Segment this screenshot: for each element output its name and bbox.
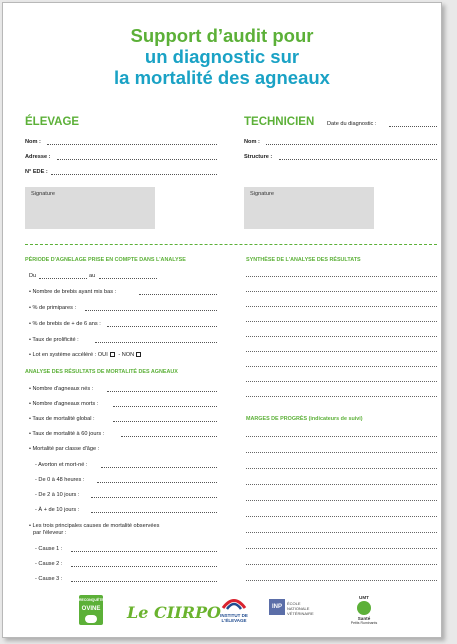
idele-mark-icon [221,595,247,611]
technicien-date-field[interactable] [389,126,437,127]
marges-line[interactable] [246,532,437,533]
technicien-structure-label: Structure : [244,154,273,160]
partner-logos [3,593,441,633]
elevage-signature-label: Signature [31,191,55,197]
periode-au-field[interactable] [99,278,157,279]
periode-du-label: Du [29,273,37,279]
synthese-title: SYNTHÈSE DE L'ANALYSE DES RÉSULTATS [246,257,361,263]
umt-sub-text: Petits Ruminants [350,621,378,625]
audit-form-page [2,2,442,638]
analyse-field-2[interactable] [113,406,217,407]
analyse-title: ANALYSE DES RÉSULTATS DE MORTALITÉ DES AGNEAUX [25,369,178,375]
analyse-item-4: • Taux de mortalité à 60 jours : [29,431,105,437]
envt-text-2: NATIONALE [287,606,310,611]
umt-text: UMT [359,595,369,600]
section-separator [25,244,437,245]
marges-line[interactable] [246,564,437,565]
causes-label-line-2: par l'éleveur : [33,530,67,536]
idele-logo-text: INSTITUT DE L'ÉLEVAGE [220,613,248,623]
analyse-field-4[interactable] [121,436,217,437]
lot-non-label: - NON [118,352,135,358]
marges-line[interactable] [246,484,437,485]
cause-field-2[interactable] [71,566,217,567]
elevage-adresse-label: Adresse : [25,154,51,160]
analyse-item-1: • Nombre d'agneaux nés : [29,386,94,392]
umt-sante-logo [347,595,381,626]
classe-item-1: - Avorton et mort-né : [35,462,88,468]
umt-emblem-icon [357,601,371,615]
elevage-adresse-field[interactable] [57,159,217,160]
marges-line[interactable] [246,452,437,453]
classe-item-4: - À + de 10 jours : [35,507,80,513]
marges-line[interactable] [246,580,437,581]
synthese-line[interactable] [246,336,437,337]
lot-accelere-row [29,352,143,358]
analyse-field-1[interactable] [107,391,217,392]
classe-field-4[interactable] [91,512,217,513]
synthese-line[interactable] [246,291,437,292]
synthese-line[interactable] [246,306,437,307]
sheep-icon [85,615,97,623]
causes-label-line-1: • Les trois principales causes de mortalité observées [29,523,160,529]
marges-line[interactable] [246,548,437,549]
marges-line[interactable] [246,436,437,437]
cause-item-2: - Cause 2 : [35,561,63,567]
envt-text-1: ÉCOLE [287,601,301,606]
marges-title: MARGES DE PROGRÈS (indicateurs de suivi) [246,416,363,422]
cause-field-1[interactable] [71,551,217,552]
elevage-heading: ÉLEVAGE [25,116,80,128]
periode-field-4[interactable] [95,342,217,343]
technicien-date-label: Date du diagnostic : [327,121,377,127]
elevage-ede-field[interactable] [51,174,217,175]
ovine-logo-text-2: OVINE [81,606,101,612]
technicien-heading: TECHNICIEN [244,116,315,128]
title-line-2: un diagnostic sur [144,46,300,67]
inp-logo: INP [269,599,285,615]
periode-item-2: • % de primipares : [29,305,77,311]
elevage-nom-label: Nom : [25,139,41,145]
ciirpo-logo: Le CIIRPO [127,603,221,622]
periode-au-label: au [89,273,96,279]
cause-field-3[interactable] [71,581,217,582]
analyse-item-2: • Nombre d'agneaux morts : [29,401,99,407]
classe-item-3: - De 2 à 10 jours : [35,492,80,498]
non-checkbox[interactable] [136,352,141,357]
periode-title: PÉRIODE D'AGNELAGE PRISE EN COMPTE DANS L'ANALYSE [25,257,186,263]
title-line-1: Support d’audit pour [130,25,314,46]
reconquete-ovine-logo [79,595,103,625]
classe-field-2[interactable] [97,482,217,483]
envt-logo-text [287,601,327,616]
periode-du-field[interactable] [39,278,87,279]
lot-oui-label: • Lot en système accéléré : OUI [29,352,108,358]
cause-item-1: - Cause 1 : [35,546,63,552]
umt-sante-text: Santé [357,616,371,621]
technicien-signature-label: Signature [250,191,274,197]
synthese-line[interactable] [246,381,437,382]
periode-item-1: • Nombre de brebis ayant mis bas : [29,289,117,295]
synthese-line[interactable] [246,351,437,352]
technicien-structure-field[interactable] [279,159,437,160]
periode-item-4: • Taux de prolificité : [29,337,79,343]
periode-item-3: • % de brebis de + de 6 ans : [29,321,101,327]
marges-line[interactable] [246,468,437,469]
synthese-line[interactable] [246,366,437,367]
classe-field-1[interactable] [101,467,217,468]
classe-field-3[interactable] [91,497,217,498]
technicien-nom-field[interactable] [266,144,437,145]
oui-checkbox[interactable] [110,352,115,357]
analyse-field-3[interactable] [113,421,217,422]
classe-item-2: - De 0 à 48 heures : [35,477,85,483]
synthese-line[interactable] [246,321,437,322]
synthese-line[interactable] [246,396,437,397]
periode-field-2[interactable] [85,310,217,311]
technicien-nom-label: Nom : [244,139,260,145]
analyse-item-3: • Taux de mortalité global : [29,416,95,422]
marges-line[interactable] [246,516,437,517]
periode-field-3[interactable] [107,326,217,327]
cause-item-3: - Cause 3 : [35,576,63,582]
page-title [3,25,441,88]
periode-field-1[interactable] [139,294,217,295]
ovine-logo-text-1: RECONQUÊTE [79,598,104,602]
marges-line[interactable] [246,500,437,501]
elevage-ede-label: N° EDE : [25,169,48,175]
title-line-3: la mortalité des agneaux [114,67,330,88]
synthese-line[interactable] [246,276,437,277]
envt-text-3: VÉTÉRINAIRE [287,611,314,616]
elevage-nom-field[interactable] [47,144,217,145]
analyse-classe-label: • Mortalité par classe d'âge : [29,446,100,452]
